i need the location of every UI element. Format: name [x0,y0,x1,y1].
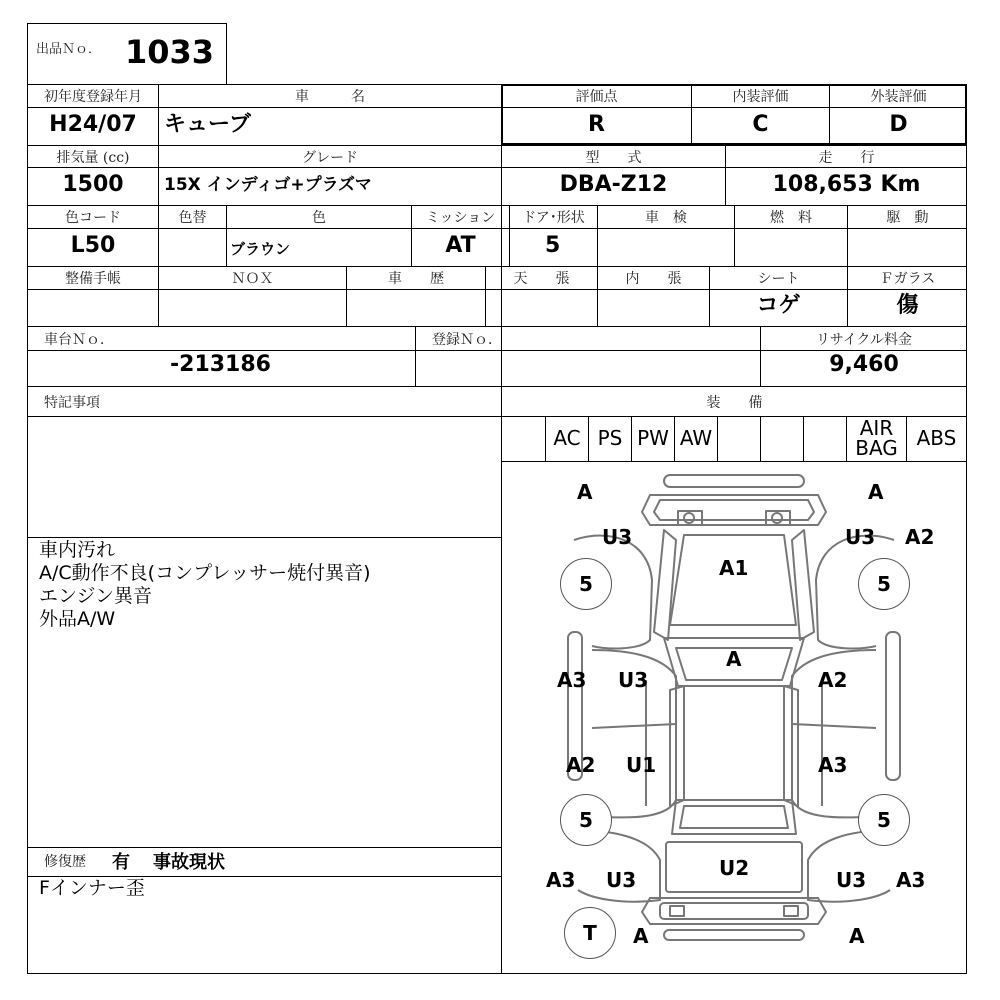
mark-left-rear-door-inner: U1 [626,753,657,777]
note-line: 車内汚れ [39,539,116,561]
note-line: 外品A/W [39,608,116,630]
repair-status: 事故現状 [153,852,225,873]
note-line: A/C動作不良(コンプレッサー焼付異音) [39,562,371,584]
maint-label: 整備手帳 [65,271,121,287]
color-value: ブラウン [230,240,291,258]
door-label: ドア･形状 [522,210,585,226]
equip-line [717,416,718,461]
seat-value: コゲ [756,293,801,318]
color-label: 色 [312,210,326,226]
row-line [27,416,967,417]
equipment-label: 装 備 [706,395,763,411]
exterior-label: 外装評価 [870,89,927,105]
row-line [27,289,967,290]
col-line [501,386,502,974]
equip-line [760,416,761,461]
equip-pw: PW [637,426,669,450]
reg-no-label: 登録Ｎｏ． [432,332,502,348]
row-line [27,350,967,351]
tire-front-right: 5 [858,558,910,610]
notes-label: 特記事項 [44,395,100,411]
row-line [501,461,967,462]
repair-label: 修復歴 [44,854,86,870]
repair-value: 有 [112,852,130,873]
displacement-value: 1500 [62,172,124,197]
chassis-label: 車台Ｎｏ． [44,332,114,348]
mark-windshield: A1 [719,556,749,580]
displacement-label: 排気量 (cc) [56,150,130,166]
row-line [27,167,967,168]
inspection-label: 車 検 [645,210,687,226]
mark-front-left-fender: U3 [602,525,633,549]
mark-front-right-fender: U3 [845,525,876,549]
mark-rear-left-bumper: A [633,924,649,948]
row-line [27,847,501,848]
interior-value: C [752,112,769,137]
color-code-label: 色コード [65,210,121,226]
glass-label: Ｆガラス [879,271,936,287]
mark-left-front-door-outer: A3 [557,668,587,692]
model-label: 型 式 [585,150,642,166]
history-label: 車 歴 [388,271,444,287]
mark-tailgate: U2 [719,856,750,880]
col-line [415,326,416,386]
fuel-label: 燃 料 [770,210,812,226]
equip-airbag-1: AIR [859,416,894,440]
mileage-label: 走 行 [818,150,875,166]
equip-ac: AC [553,426,581,450]
tire-rear-right: 5 [858,794,910,846]
car-name-label: 車 名 [295,89,365,105]
model-value: DBA-Z12 [559,172,668,197]
mark-rear-left-outer: A3 [546,868,576,892]
roof-label: 天 張 [513,271,570,287]
mark-rear-left-inner: U3 [606,868,637,892]
seat-label: シート [757,271,800,287]
equip-ps: PS [597,426,623,450]
spare-tire: T [564,907,616,959]
mark-rear-right-inner: U3 [836,868,867,892]
repaint-label: 色替 [178,210,207,226]
tire-rear-left: 5 [560,794,612,846]
glass-value: 傷 [896,293,919,318]
first-reg-label: 初年度登録年月 [44,89,142,105]
nox-label: ＮＯＸ [231,271,274,287]
mission-label: ミッション [425,210,496,226]
lot-number: 1033 [125,33,215,71]
row-line [27,107,967,108]
lot-label: 出品Ｎｏ． [36,42,102,57]
color-code-value: L50 [70,233,116,258]
grade-value: 15X インディゴ+プラズマ [164,175,372,195]
recycle-label: リサイクル料金 [815,332,913,348]
inner-label: 内 張 [625,271,682,287]
first-reg-value: H24/07 [49,112,137,137]
equip-abs: ABS [916,426,957,450]
row-line [27,386,967,387]
row-line [27,326,967,327]
door-value: 5 [545,233,561,258]
mark-rear-right-outer: A3 [896,868,926,892]
score-label: 評価点 [575,89,618,105]
exterior-value: D [889,112,908,137]
note-line: エンジン異音 [39,585,153,607]
mark-front-right-corner: A [868,480,884,504]
mark-right-front-door: A2 [818,668,848,692]
tire-front-left: 5 [560,558,612,610]
mark-hood-front: A [726,647,742,671]
interior-label: 内装評価 [732,89,789,105]
equip-line [803,416,804,461]
mission-value: AT [445,233,476,258]
score-value: R [588,112,605,137]
chassis-value: -213186 [170,352,271,377]
equip-airbag-2: BAG [855,436,898,460]
equip-aw: AW [679,426,713,450]
mark-rear-right-bumper: A [849,924,865,948]
row-line [27,228,967,229]
recycle-value: 9,460 [829,352,899,377]
repair-detail: Fインナー歪 [39,877,145,899]
mileage-value: 108,653 Km [772,172,921,197]
row-line [27,205,967,206]
mark-left-rear-door-outer: A2 [566,753,596,777]
row-line [27,266,967,267]
mark-front-right-edge: A2 [905,525,935,549]
mark-right-rear-door: A3 [818,753,848,777]
row-line [27,537,501,538]
mark-left-front-door-inner: U3 [618,668,649,692]
grade-label: グレード [302,150,358,166]
row-line [27,145,967,146]
mark-front-left-corner: A [577,480,593,504]
car-name-value: キューブ [164,112,251,137]
drive-label: 駆 動 [886,210,929,226]
